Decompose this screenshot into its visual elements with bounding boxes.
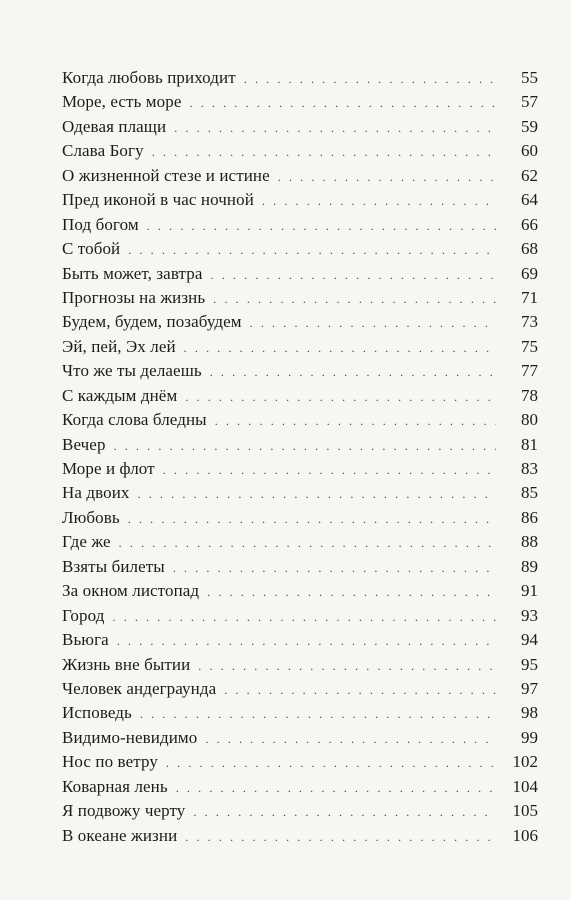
toc-entry-title: Что же ты делаешь [62,361,202,381]
toc-entry-title: О жизненной стезе и истине [62,165,270,185]
dot-leader [185,385,496,409]
toc-entry [62,628,538,652]
dot-leader [147,214,496,238]
toc-entry [62,653,538,677]
toc-entry [62,237,538,261]
dot-leader [117,629,496,653]
toc-entry [62,213,538,237]
toc-entry-page: 97 [521,678,538,698]
toc-entry-page: 77 [521,361,538,381]
dot-leader [215,409,496,433]
toc-entry [62,310,538,334]
dot-leader [190,91,497,115]
toc-entry-title: Быть может, завтра [62,263,203,283]
dot-leader [173,556,496,580]
toc-entry-page: 98 [521,703,538,723]
toc-entry-page: 91 [521,581,538,601]
toc-entry [62,286,538,310]
toc-entry-page: 59 [521,116,538,136]
toc-entry-page: 66 [521,214,538,234]
dot-leader [113,605,497,629]
toc-entry-title: Прогнозы на жизнь [62,287,206,307]
toc-entry [62,90,538,114]
toc-entry-page: 93 [521,605,538,625]
toc-entry [62,604,538,628]
dot-leader [213,287,496,311]
toc-entry-page: 69 [521,263,538,283]
dot-leader [119,531,496,555]
toc-entry-title: Пред иконой в час ночной [62,190,254,210]
toc-entry-page: 64 [521,190,538,210]
toc-entry-title: На двоих [62,483,130,503]
toc-entry [62,726,538,750]
toc-entry-title: Человек андеграунда [62,678,217,698]
table-of-contents [62,66,538,848]
toc-entry-page: 55 [521,68,538,87]
dot-leader [193,800,496,824]
dot-leader [198,654,496,678]
toc-entry-title: Я подвожу черту [62,801,186,821]
toc-entry-page: 75 [521,336,538,356]
toc-entry-page: 102 [512,752,538,772]
toc-entry-title: Вьюга [62,630,109,650]
dot-leader [207,580,496,604]
toc-entry-title: Жизнь вне бытии [62,654,191,674]
toc-entry-page: 83 [521,459,538,478]
toc-entry-title: С каждым днём [62,385,178,405]
toc-entry-title: Видимо-невидимо [62,727,198,747]
dot-leader [128,507,496,531]
toc-entry-title: Вечер [62,434,106,454]
dot-leader [140,702,496,726]
toc-entry-page: 73 [521,312,538,332]
toc-entry-title: За окном листопад [62,581,200,601]
toc-entry-page: 81 [521,434,538,454]
toc-entry [62,530,538,554]
dot-leader [184,336,496,360]
toc-entry [62,506,538,530]
toc-entry-title: В океане жизни [62,825,178,845]
dot-leader [128,238,496,262]
toc-entry [62,359,538,383]
toc-entry-page: 57 [521,92,538,112]
toc-entry-page: 106 [512,825,538,845]
toc-entry [62,433,538,457]
toc-entry-page: 95 [521,654,538,674]
toc-entry-page: 105 [512,801,538,821]
toc-entry-page: 104 [512,776,538,796]
toc-entry [62,579,538,603]
toc-entry [62,701,538,725]
toc-entry [62,750,538,774]
toc-entry-page: 99 [521,727,538,747]
toc-entry-title: Любовь [62,507,120,527]
toc-entry [62,824,538,848]
toc-entry-title: Где же [62,532,111,552]
dot-leader [205,727,496,751]
toc-entry-title: Слава Богу [62,141,144,161]
dot-leader [138,482,496,506]
toc-entry [62,115,538,139]
toc-entry-page: 85 [521,483,538,503]
toc-entry-title: Под богом [62,214,139,234]
toc-entry-title: Нос по ветру [62,752,158,772]
toc-entry-title: Одевая плащи [62,116,167,136]
toc-entry [62,481,538,505]
toc-entry-page: 78 [521,385,538,405]
toc-entry-page: 68 [521,239,538,259]
toc-entry-page: 94 [521,630,538,650]
toc-entry-page: 88 [521,532,538,552]
toc-entry [62,799,538,823]
toc-entry-title: Эй, пей, Эх лей [62,336,176,356]
dot-leader [278,165,496,189]
toc-entry [62,164,538,188]
dot-leader [211,263,496,287]
toc-entry-page: 62 [521,165,538,185]
toc-entry-page: 80 [521,410,538,430]
toc-entry-title: Когда слова бледны [62,410,207,430]
dot-leader [185,825,496,849]
toc-entry-title: С тобой [62,239,121,259]
dot-leader [244,67,496,91]
toc-entry-page: 86 [521,507,538,527]
dot-leader [174,116,496,140]
dot-leader [152,140,496,164]
toc-entry [62,335,538,359]
toc-entry [62,384,538,408]
dot-leader [262,189,496,213]
toc-entry [62,457,538,481]
dot-leader [163,458,496,482]
toc-entry-page: 60 [521,141,538,161]
toc-entry-title: Будем, будем, позабудем [62,312,242,332]
toc-entry [62,775,538,799]
toc-entry [62,139,538,163]
toc-entry [62,66,538,90]
toc-entry [62,677,538,701]
toc-entry-title: Исповедь [62,703,132,723]
toc-entry-title: Море, есть море [62,92,182,112]
dot-leader [114,434,496,458]
toc-entry-page: 89 [521,556,538,576]
table-of-contents-page [62,66,538,848]
toc-entry-page: 71 [521,287,538,307]
toc-entry [62,262,538,286]
dot-leader [176,776,496,800]
toc-entry [62,188,538,212]
toc-entry [62,555,538,579]
dot-leader [250,311,496,335]
toc-entry-title: Коварная лень [62,776,168,796]
dot-leader [224,678,496,702]
toc-entry-title: Взяты билеты [62,556,165,576]
dot-leader [166,751,496,775]
toc-entry [62,408,538,432]
toc-entry-title: Море и флот [62,459,155,478]
dot-leader [210,360,496,384]
toc-entry-title: Город [62,605,105,625]
toc-entry-title: Когда любовь приходит [62,68,236,87]
